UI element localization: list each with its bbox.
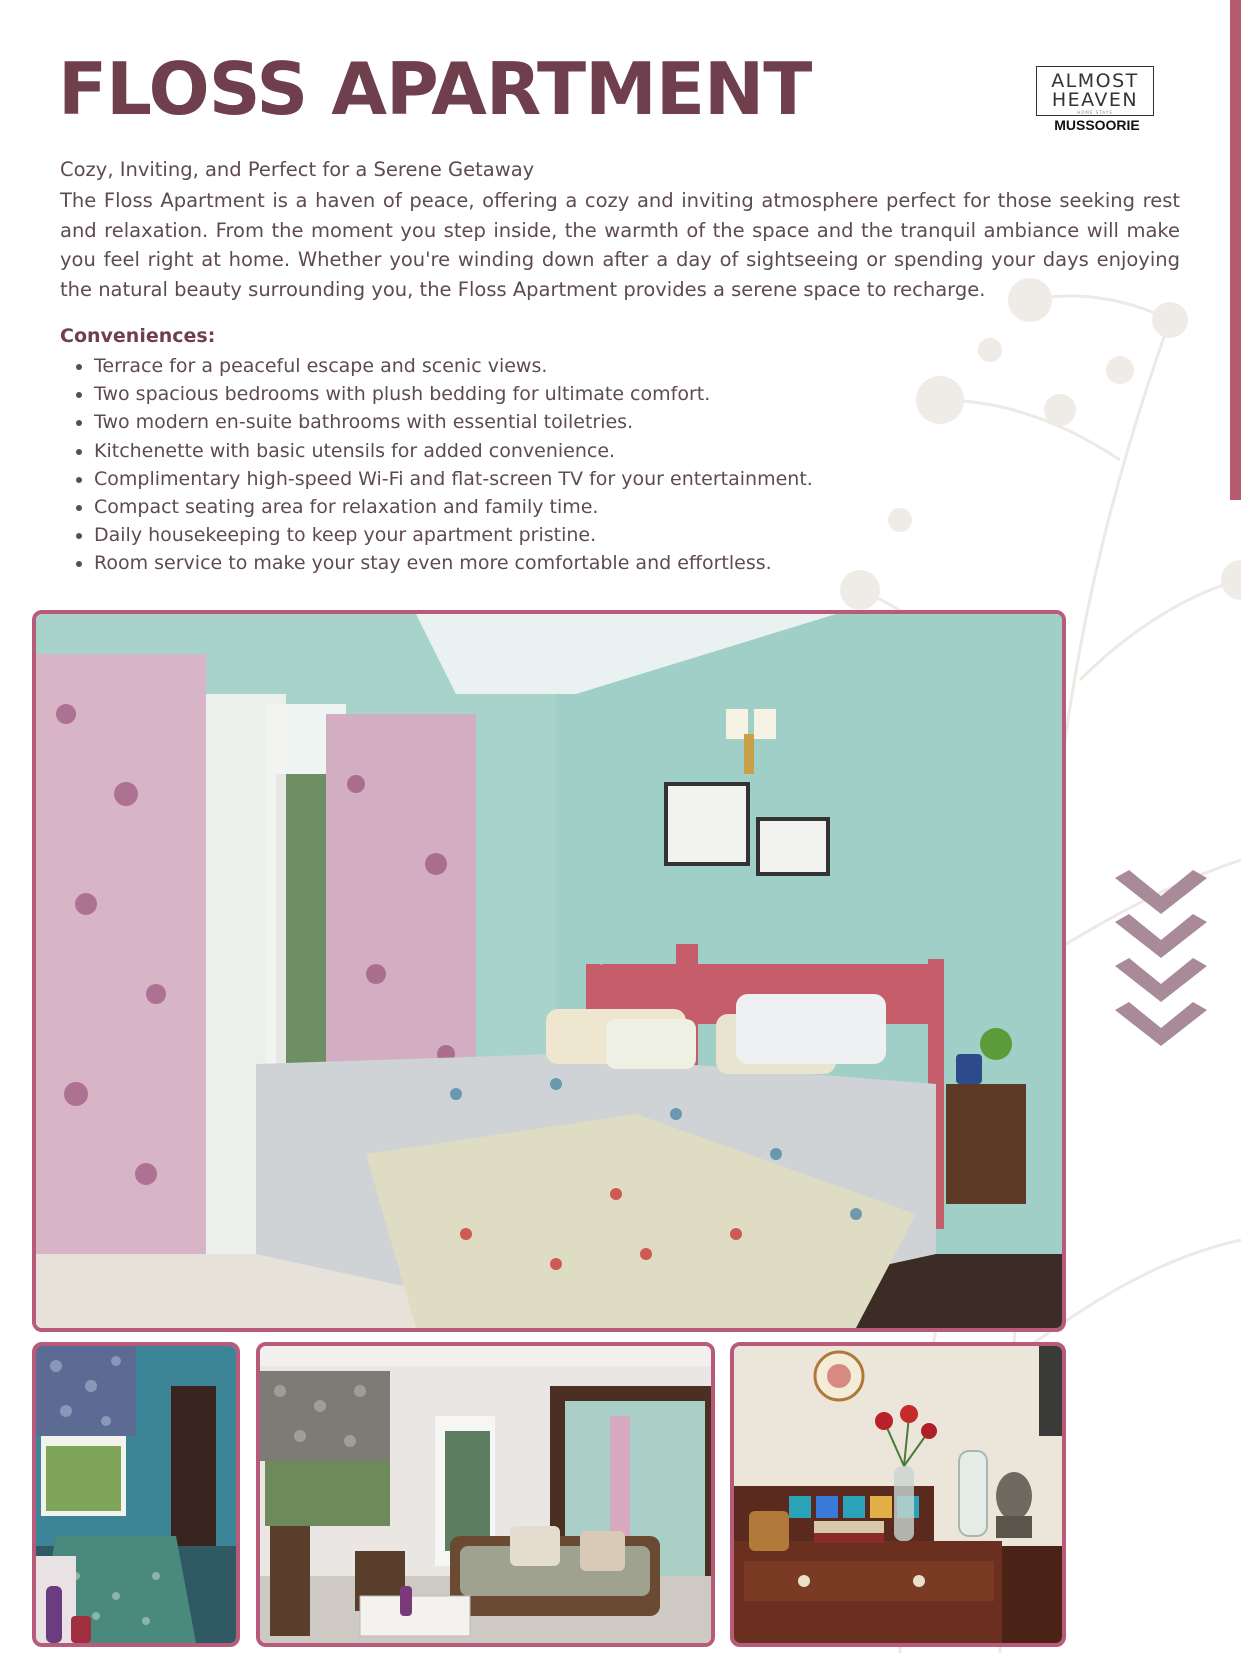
- list-item: • Two modern en-suite bathrooms with essential toiletries.: [94, 408, 813, 436]
- chevron-down-icon: [1115, 914, 1207, 958]
- page-title: FLOSS APARTMENT: [58, 47, 812, 131]
- logo-tagline: HOME STAYS: [1077, 110, 1113, 115]
- blue-bedroom-photo: [32, 1342, 240, 1647]
- bedroom-photo: [32, 610, 1066, 1332]
- list-item: • Terrace for a peaceful escape and scenic views.: [94, 352, 813, 380]
- list-item: • Daily housekeeping to keep your apartment pristine.: [94, 521, 813, 549]
- intro-body: The Floss Apartment is a haven of peace, offering a cozy and inviting atmosphere perfect for those seeking rest and relaxation. From the moment you step inside, the warmth of the space and the tranquil ambiance will make you feel right at home. Whether you're winding down after a day of sightseeing or spending your days enjoying the natural beauty surrounding you, the Floss Apartment provides a serene space to recharge.: [60, 189, 1180, 301]
- logo-line-2: HEAVEN: [1051, 89, 1139, 111]
- list-item: • Kitchenette with basic utensils for added convenience.: [94, 437, 813, 465]
- living-room-photo: [256, 1342, 715, 1647]
- intro-subtitle: Cozy, Inviting, and Perfect for a Serene Getaway: [60, 158, 535, 181]
- conveniences-heading: Conveniences:: [60, 325, 216, 347]
- list-item: • Room service to make your stay even more comfortable and effortless.: [94, 549, 813, 577]
- brand-logo: [1036, 66, 1158, 133]
- list-item: • Two spacious bedrooms with plush bedding for ultimate comfort.: [94, 380, 813, 408]
- conveniences-list: [60, 352, 813, 578]
- logo-location: MUSSOORIE: [1054, 117, 1140, 133]
- list-item: • Complimentary high-speed Wi-Fi and flat-screen TV for your entertainment.: [94, 465, 813, 493]
- scroll-down-chevrons: [1115, 870, 1207, 1062]
- chevron-down-icon: [1115, 958, 1207, 1002]
- list-item: • Compact seating area for relaxation and family time.: [94, 493, 813, 521]
- chevron-down-icon: [1115, 1002, 1207, 1046]
- logo-box: [1036, 66, 1154, 116]
- chevron-down-icon: [1115, 870, 1207, 914]
- desk-vignette-photo: [730, 1342, 1066, 1647]
- logo-line-1: ALMOST: [1051, 70, 1139, 92]
